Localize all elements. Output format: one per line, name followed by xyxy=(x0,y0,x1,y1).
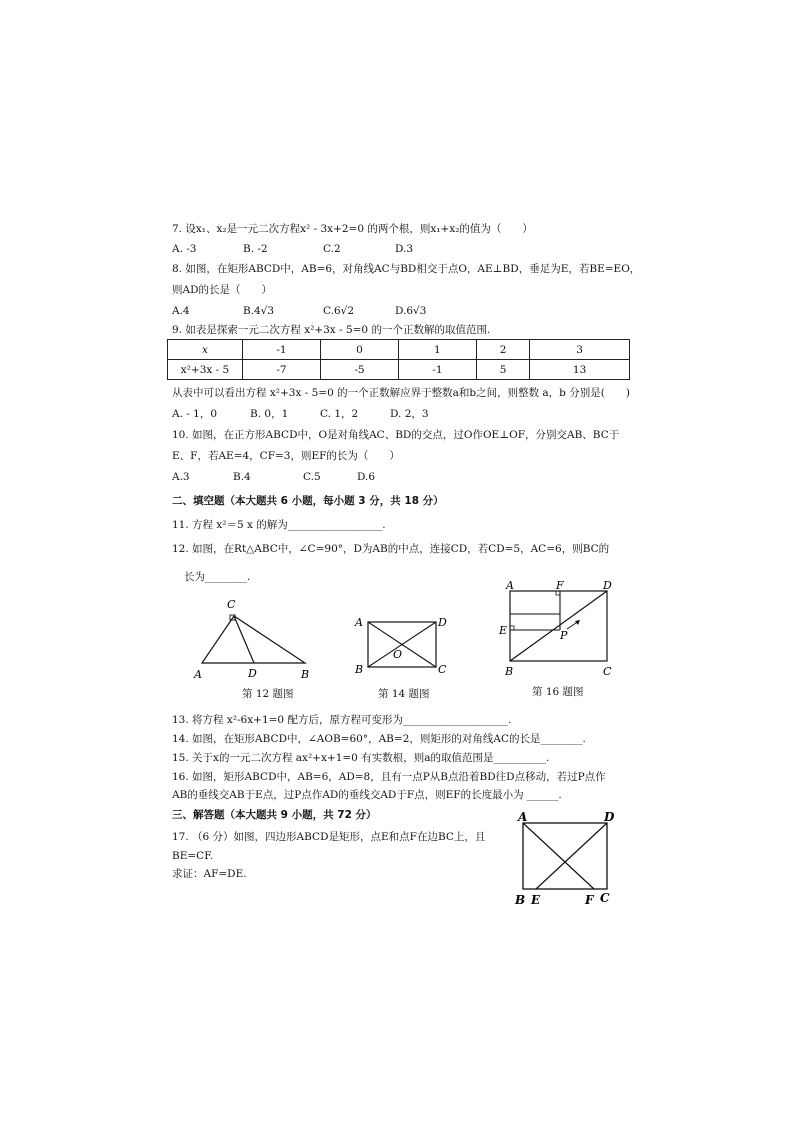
q15-stem: 15. 关于x的一元二次方程 ax²+x+1=0 有实数根，则a的取值范围是__________. xyxy=(172,752,550,764)
q10-option-d: D.6 xyxy=(357,471,376,483)
q8-stem-line2: 则AD的长是（ ） xyxy=(172,284,273,296)
figure-12-caption: 第 12 题图 xyxy=(242,688,294,700)
table-cell: 2 xyxy=(476,340,529,360)
q8-option-a: A.4 xyxy=(172,305,190,317)
q8-stem-line1: 8. 如图，在矩形ABCD中，AB=6，对角线AC与BD相交于点O，AE⊥BD，垂足为E，若BE=EO， xyxy=(172,263,641,275)
label-a: A xyxy=(506,579,514,592)
figure-17 xyxy=(510,808,620,908)
q11-stem: 11. 方程 x²＝5 x 的解为__________________. xyxy=(172,519,386,531)
table-cell: 1 xyxy=(398,340,476,360)
q10-stem-line1: 10. 如图，在正方形ABCD中，O是对角线AC、BD的交点，过O作OE⊥OF，分别交AB、BC于 xyxy=(172,429,620,441)
q12-stem-line1: 12. 如图，在Rt△ABC中，∠C=90°，D为AB的中点，连接CD，若CD=5，AC=6，则BC的 xyxy=(172,543,610,555)
segment-de xyxy=(536,823,607,889)
q8-option-d: D.6√3 xyxy=(395,305,427,317)
label-b: B xyxy=(515,893,526,907)
figure-14 xyxy=(352,612,450,678)
q8-options xyxy=(172,304,426,318)
table-cell: -1 xyxy=(243,340,321,360)
q10-option-b: B.4 xyxy=(233,471,251,483)
diagonal-bd xyxy=(510,591,607,661)
figure-16 xyxy=(496,578,622,680)
q7-option-b: B. -2 xyxy=(243,243,268,255)
label-f: F xyxy=(585,893,594,907)
q9-option-b: B. 0，1 xyxy=(250,408,289,420)
q13-stem: 13. 将方程 x²-6x+1=0 配方后，原方程可变形为____________________. xyxy=(172,714,512,726)
q17-stem-line2: BE=CF. xyxy=(172,850,214,862)
table-cell: 3 xyxy=(530,340,630,360)
label-c: C xyxy=(603,665,612,678)
label-d: D xyxy=(248,667,257,680)
q9-table xyxy=(167,339,630,380)
section-heading-answers: 三、解答题（本大题共 9 小题，共 72 分） xyxy=(172,809,377,821)
label-d: D xyxy=(604,810,615,824)
q9-option-a: A. - 1，0 xyxy=(172,408,218,420)
figure-14-caption: 第 14 题图 xyxy=(378,688,430,700)
rectangle-abcd xyxy=(523,823,607,889)
q12-stem-line2: 长为________. xyxy=(184,571,251,583)
table-cell: -7 xyxy=(243,360,321,380)
label-b: B xyxy=(355,663,364,676)
q14-stem: 14. 如图，在矩形ABCD中，∠AOB=60°，AB=2，则矩形的对角线AC的长是________. xyxy=(172,733,586,745)
figure-16-caption: 第 16 题图 xyxy=(532,686,584,698)
label-o: O xyxy=(393,648,403,661)
table-row xyxy=(168,340,630,360)
q10-option-c: C.5 xyxy=(303,471,321,483)
label-a: A xyxy=(518,810,528,824)
label-d: D xyxy=(603,579,612,592)
table-cell: 0 xyxy=(320,340,398,360)
table-cell: x²+3x - 5 xyxy=(168,360,243,380)
q17-stem-line3: 求证：AF=DE. xyxy=(172,868,247,880)
table-cell: -5 xyxy=(320,360,398,380)
q9-option-d: D. 2，3 xyxy=(390,408,429,420)
q9-option-c: C. 1，2 xyxy=(320,408,359,420)
right-angle-mark-e xyxy=(510,626,514,630)
q8-option-c: C.6√2 xyxy=(323,305,355,317)
q9-stem-line2: 从表中可以看出方程 x²+3x - 5=0 的一个正数解应界于整数a和b之间，则整数 a，b 分别是( ) xyxy=(172,387,630,399)
table-cell: 5 xyxy=(476,360,529,380)
q16-stem-line1: 16. 如图，矩形ABCD中，AB=6，AD=8，且有一点P从B点沿着BD往D点移动，若过P点作 xyxy=(172,771,606,783)
q7-options xyxy=(172,242,413,256)
label-a: A xyxy=(355,616,363,629)
q10-option-a: A.3 xyxy=(172,471,190,483)
label-b: B xyxy=(301,668,310,681)
label-c: C xyxy=(600,891,610,905)
table-row xyxy=(168,360,630,380)
label-c: C xyxy=(227,598,236,611)
label-a: A xyxy=(194,668,202,681)
q16-stem-line2: AB的垂线交AB于E点，过P点作AD的垂线交AD于F点，则EF的长度最小为 ______. xyxy=(172,789,562,801)
q10-stem-line2: E、F，若AE=4，CF=3，则EF的长为（ ） xyxy=(172,450,400,462)
label-b: B xyxy=(505,665,514,678)
q10-options xyxy=(172,470,375,484)
q8-option-b: B.4√3 xyxy=(243,305,275,317)
q7-option-c: C.2 xyxy=(323,243,341,255)
label-c: C xyxy=(438,663,447,676)
q7-stem: 7. 设x₁、x₂是一元二次方程x² - 3x+2=0 的两个根，则x₁+x₂的值为（ ） xyxy=(172,223,533,235)
table-cell: -1 xyxy=(398,360,476,380)
arrow-head-icon xyxy=(575,620,580,625)
triangle-abc xyxy=(202,616,305,663)
q7-option-d: D.3 xyxy=(395,243,414,255)
q17-stem-line1: 17. （6 分）如图，四边形ABCD是矩形，点E和点F在边BC上，且 xyxy=(172,831,486,843)
segment-af xyxy=(523,823,594,889)
label-e: E xyxy=(531,893,541,907)
table-cell: 13 xyxy=(530,360,630,380)
label-f: F xyxy=(556,579,564,592)
figure-12 xyxy=(188,594,318,686)
section-heading-fill-in: 二、填空题（本大题共 6 小题，每小题 3 分，共 18 分） xyxy=(172,495,444,507)
table-cell: x xyxy=(168,340,243,360)
q9-stem: 9. 如表是探索一元二次方程 x²+3x - 5=0 的一个正数解的取值范围. xyxy=(172,324,491,336)
label-e: E xyxy=(499,624,508,637)
q9-options xyxy=(172,407,429,421)
q7-option-a: A. -3 xyxy=(172,243,197,255)
label-p: P xyxy=(560,629,568,642)
label-d: D xyxy=(438,616,447,629)
